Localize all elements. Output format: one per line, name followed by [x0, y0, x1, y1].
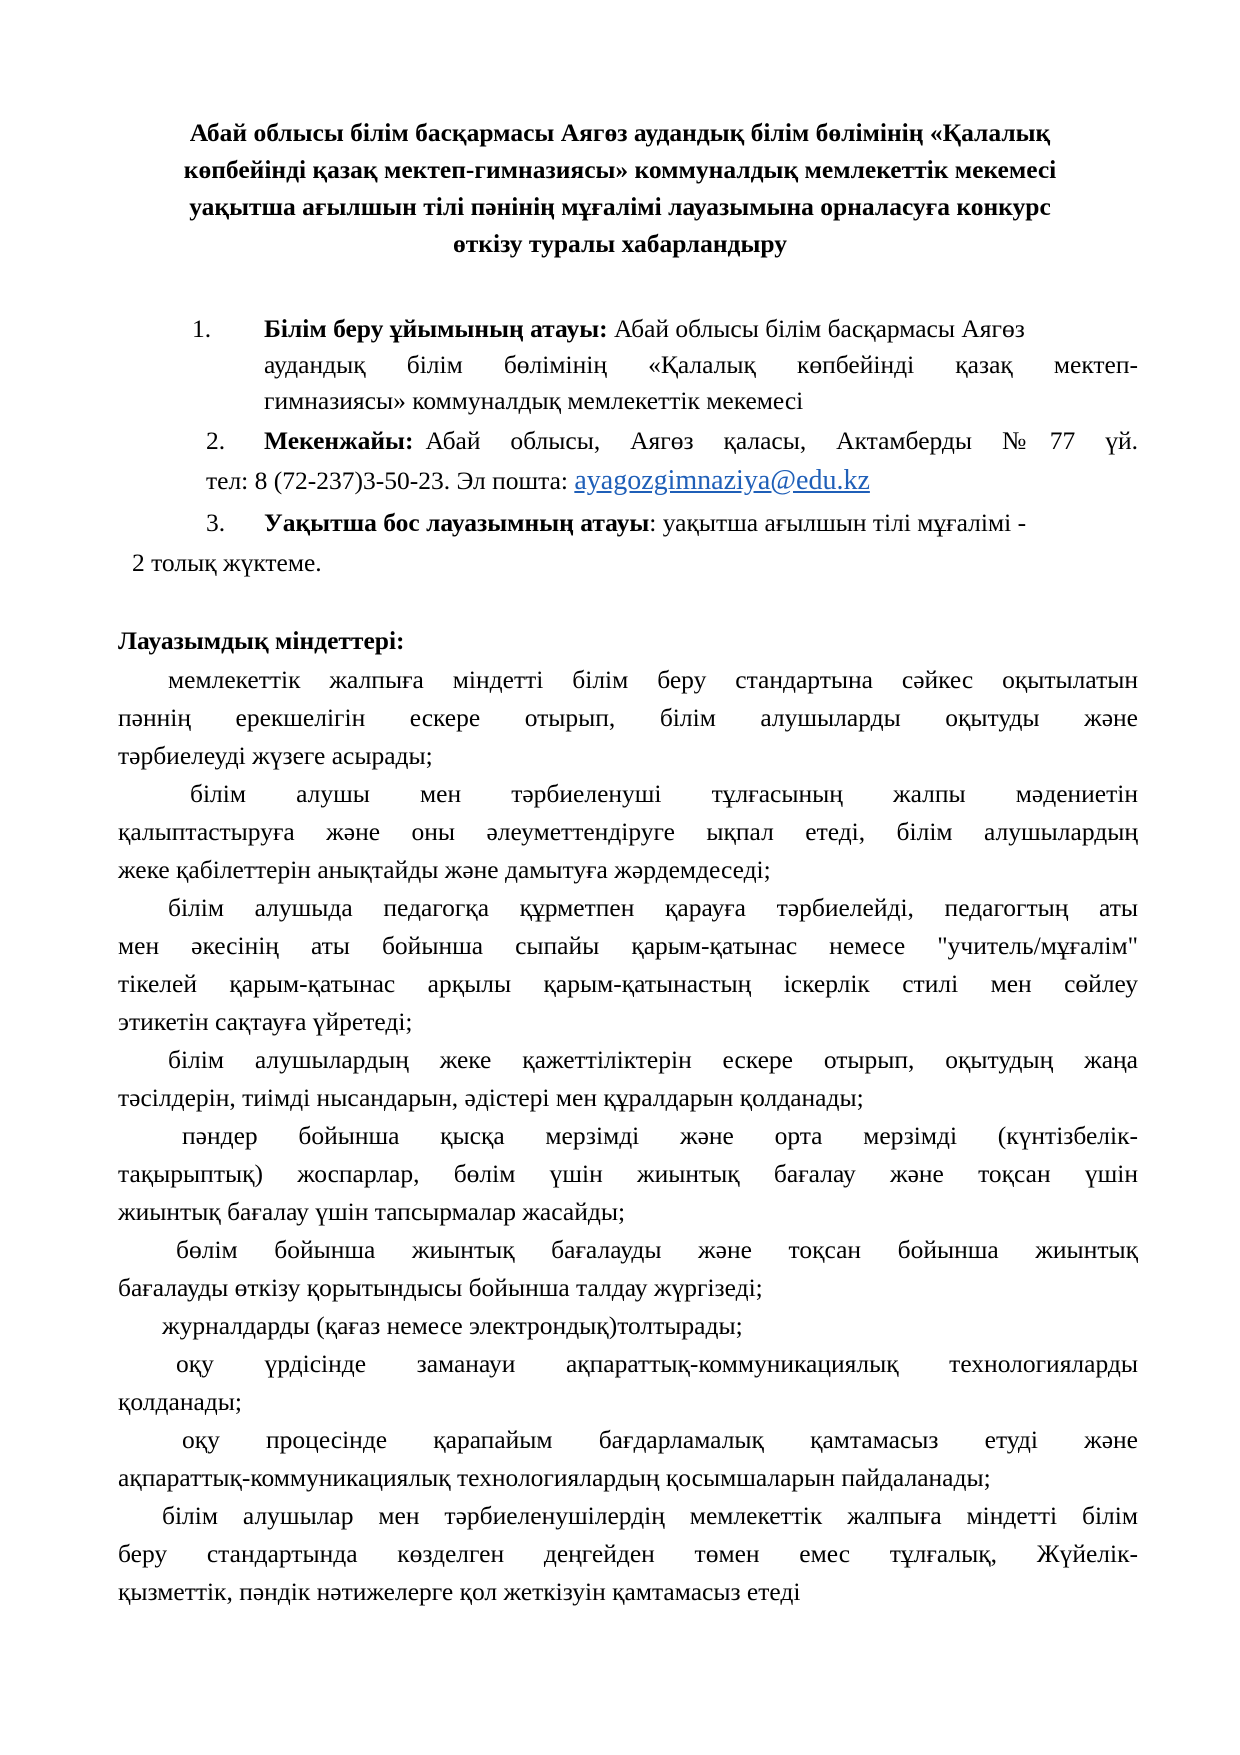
item-number: 2. [206, 426, 226, 455]
title-line: көпбейінді қазақ мектеп-гимназиясы» коммуналдық мемлекеттік мекемесі [183, 155, 1057, 184]
title-line: өткізу туралы хабарландыру [453, 229, 787, 258]
duties-line: мемлекеттік жалпыға міндетті білім беру стандартына сәйкес оқытылатын [168, 665, 1138, 694]
duties-line: ақпараттық-коммуникациялық технологиялардың қосымшаларын пайдаланады; [118, 1463, 991, 1492]
duties-heading: Лауазымдық міндеттері: [118, 626, 405, 655]
duties-line: жеке қабілеттерін анықтайды және дамытуға жәрдемдеседі; [118, 855, 771, 884]
item-text: гимназиясы» коммуналдық мемлекеттік мекемесі [264, 386, 804, 415]
duties-line: тәсілдерін, тиімді нысандарын, әдістері мен құралдарын қолданады; [118, 1083, 864, 1112]
duties-line: білім алушыда педагогқа құрметпен қарауға тәрбиелейді, педагогтың аты [168, 893, 1138, 922]
item-2-contact-line [206, 466, 870, 496]
title-line: Абай облысы білім басқармасы Аягөз аудандық білім бөлімінің «Қалалық [189, 118, 1051, 147]
item-text: : уақытша ағылшын тілі мұғалімі - [649, 508, 1027, 537]
item-label: Білім беру ұйымының атауы: [264, 314, 608, 343]
item-text: Абай облысы білім басқармасы Аягөз [614, 314, 1025, 343]
duties-line: пәннің ерекшелігін ескере отырып, білім алушыларды оқытуды және [118, 703, 1138, 732]
duties-line: тікелей қарым-қатынас арқылы қарым-қатынастың іскерлік стилі мен сөйлеу [118, 969, 1138, 998]
duties-line: беру стандартында көзделген деңгейден төмен емес тұлғалық, Жүйелік- [118, 1539, 1138, 1568]
item-label: Уақытша бос лауазымның атауы [264, 508, 650, 537]
duties-line: оқу процесінде қарапайым бағдарламалық қамтамасыз етуді және [182, 1425, 1138, 1454]
email-link[interactable]: ayagozgimnaziya@edu.kz [574, 465, 870, 496]
duties-line: білім алушы мен тәрбиеленуші тұлғасының жалпы мәдениетін [190, 779, 1138, 808]
duties-line: бағалауды өткізу қорытындысы бойынша талдау жүргізеді; [118, 1273, 763, 1302]
duties-line: қызметтік, пәндік нәтижелерге қол жеткізуін қамтамасыз етеді [118, 1577, 801, 1606]
duties-line: қалыптастыруға және оны әлеуметтендіруге ықпал етеді, білім алушылардың [118, 817, 1138, 846]
duties-line: жиынтық бағалау үшін тапсырмалар жасайды; [118, 1197, 626, 1226]
item-text: Абай облысы, Аягөз қаласы, Актамберды №77 үй. [425, 426, 1138, 455]
duties-line: журналдарды (қағаз немесе электрондық)толтырады; [162, 1311, 743, 1340]
item-label: Мекенжайы: [264, 426, 414, 455]
duties-line: білім алушылар мен тәрбиеленушілердің мемлекеттік жалпыға міндетті білім [162, 1501, 1138, 1530]
duties-line: қолданады; [118, 1387, 242, 1416]
item-3-line [264, 508, 1026, 538]
item-2-line [264, 426, 1138, 456]
item-number: 3. [206, 508, 226, 537]
duties-line: оқу үрдісінде заманауи ақпараттық-коммуникациялық технологияларды [176, 1349, 1138, 1378]
item-1-line [264, 314, 1025, 344]
duties-line: бөлім бойынша жиынтық бағалауды және тоқсан бойынша жиынтық [176, 1235, 1138, 1264]
item-number: 1. [192, 314, 212, 343]
duties-line: білім алушылардың жеке қажеттіліктерін ескере отырып, оқытудың жаңа [168, 1045, 1138, 1074]
item-text: аудандық білім бөлімінің «Қалалық көпбейінді қазақ мектеп- [264, 350, 1138, 379]
title-line: уақытша ағылшын тілі пәнінің мұғалімі лауазымына орналасуға конкурс [189, 192, 1051, 221]
item-text: 2 толық жүктеме. [132, 548, 322, 577]
item-text: тел: 8 (72-237)3-50-23. Эл пошта: [206, 466, 568, 495]
duties-line: пәндер бойынша қысқа мерзімді және орта мерзімді (күнтізбелік- [182, 1121, 1138, 1150]
duties-line: тақырыптық) жоспарлар, бөлім үшін жиынтық бағалау және тоқсан үшін [118, 1159, 1138, 1188]
duties-line: тәрбиелеуді жүзеге асырады; [118, 741, 433, 770]
document-title [118, 114, 1122, 262]
duties-line: мен әкесінің аты бойынша сыпайы қарым-қатынас немесе "учитель/мұғалім" [118, 931, 1138, 960]
duties-line: этикетін сақтауға үйретеді; [118, 1007, 413, 1036]
